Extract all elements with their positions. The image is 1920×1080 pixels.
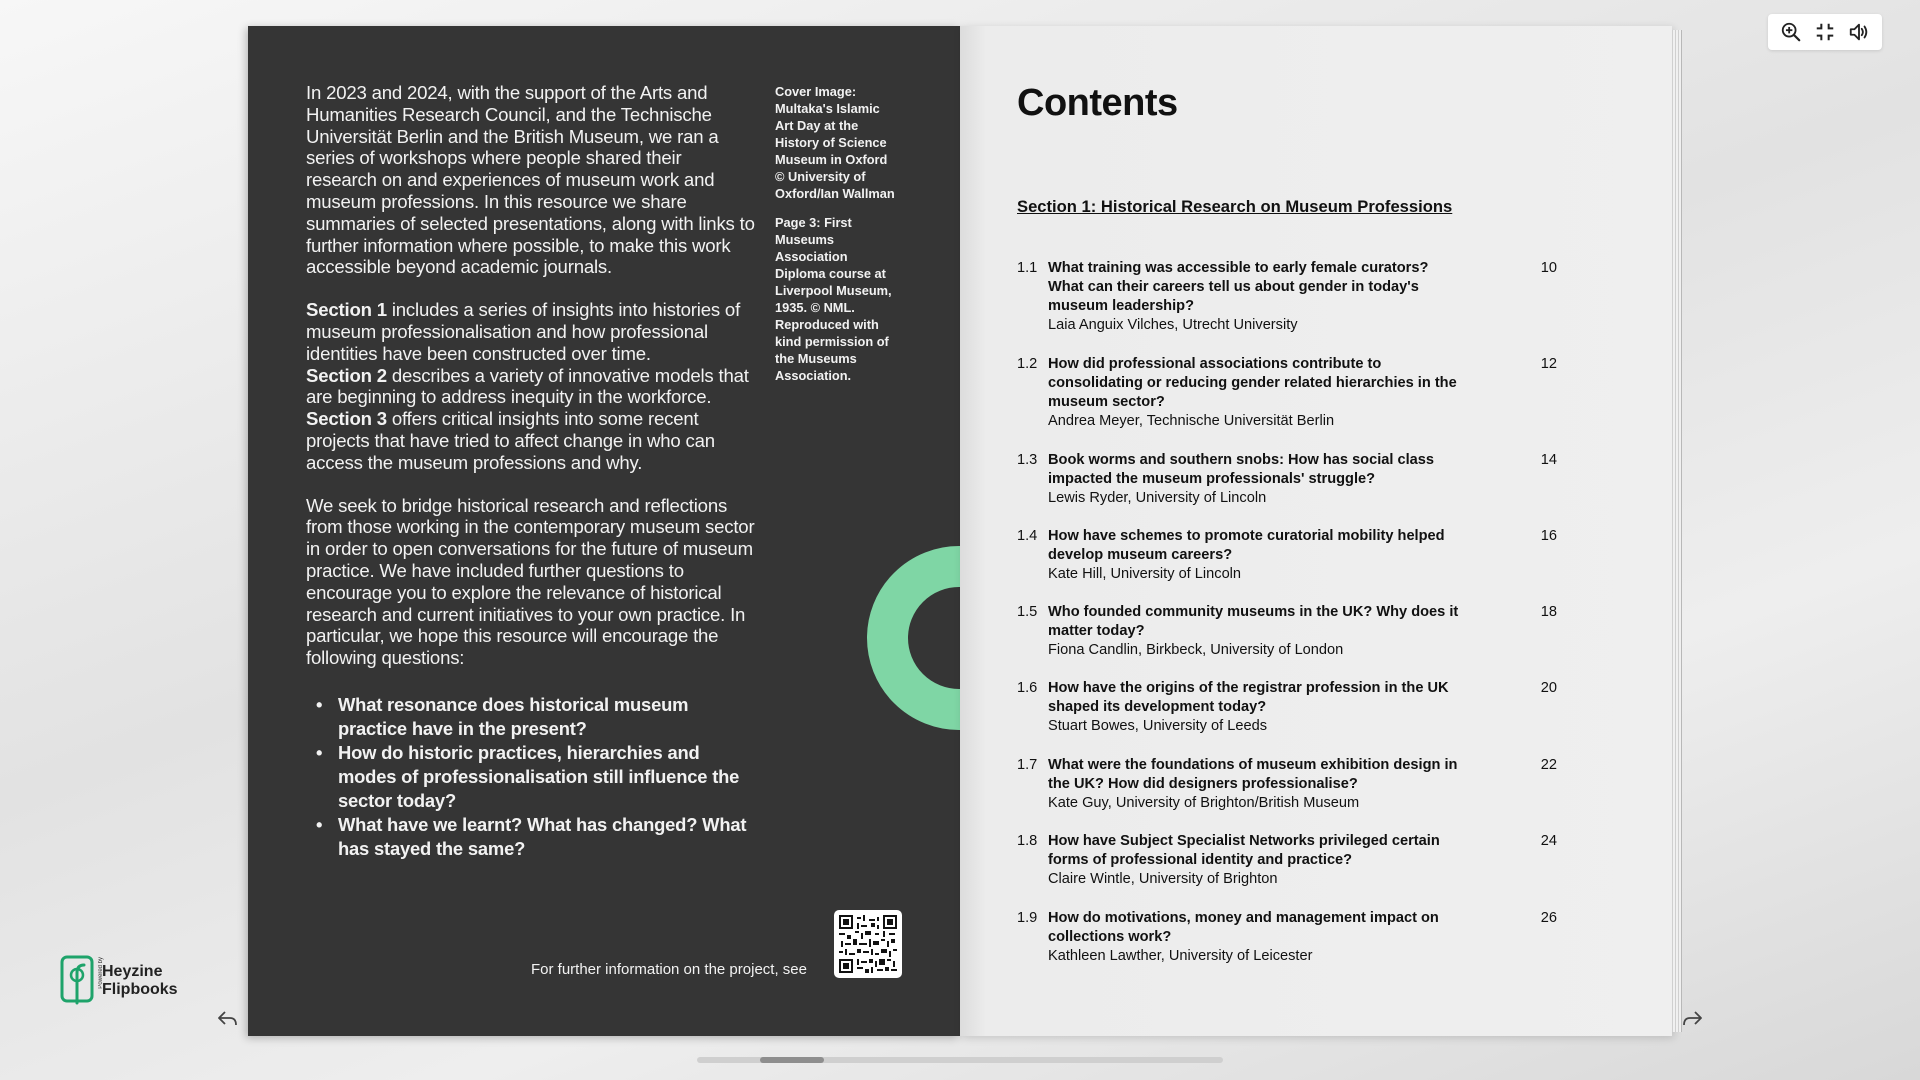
toc-author: Lewis Ryder, University of Lincoln xyxy=(1048,490,1267,506)
intro-paragraph: In 2023 and 2024, with the support of the Arts and Humanities Research Council, and the Technische Universität Berlin and the British Museum, we ran a series of workshops where people shared their research on and experiences of museum work and museum professions. In this resource we share summaries of selected presentations, along with links to further information where possible, to make this work accessible beyond academic journals. xyxy=(306,82,755,278)
section2-label: Section 2 xyxy=(306,364,387,386)
image-captions xyxy=(775,83,900,396)
left-page[interactable] xyxy=(248,26,960,1036)
zoom-in-icon xyxy=(1780,21,1802,43)
cover-caption: Cover Image: Multaka's Islamic Art Day at the History of Science Museum in Oxford © University of Oxford/Ian Wallman xyxy=(775,84,895,201)
toc-number: 1.5 xyxy=(1017,604,1038,620)
toc-page-number: 14 xyxy=(1540,452,1557,468)
right-page[interactable] xyxy=(960,26,1672,1036)
toc-question xyxy=(1048,259,1468,335)
logo-wordmark xyxy=(102,963,178,999)
fullscreen-button[interactable] xyxy=(1811,18,1839,46)
section3-label: Section 3 xyxy=(306,408,387,430)
toc-number: 1.2 xyxy=(1017,356,1038,372)
further-info-text: For further information on the project, see xyxy=(531,961,807,978)
toc-page-number: 10 xyxy=(1540,260,1557,276)
toc-question-text: How have the origins of the registrar profession in the UK shaped its development today? xyxy=(1048,680,1449,715)
toc-author: Kate Hill, University of Lincoln xyxy=(1048,566,1242,582)
toc-question-text: How have schemes to promote curatorial mobility helped develop museum careers? xyxy=(1048,528,1445,563)
toc-number: 1.4 xyxy=(1017,528,1038,544)
decorative-ring xyxy=(867,546,960,730)
page-stack-edge xyxy=(1672,30,1682,1032)
section2-text: describes a variety of innovative models that are beginning to address inequity in the workforce. xyxy=(306,364,749,408)
toc-page-number: 16 xyxy=(1540,528,1557,544)
toc-question xyxy=(1048,832,1468,889)
previous-page-button[interactable] xyxy=(214,1005,242,1033)
toc-question-text: How have Subject Specialist Networks privileged certain forms of professional identity and practice? xyxy=(1048,833,1440,868)
heyzine-logo[interactable] xyxy=(60,955,178,1007)
section1-label: Section 1 xyxy=(306,299,387,321)
zoom-in-button[interactable] xyxy=(1777,18,1805,46)
scrollbar-thumb[interactable] xyxy=(760,1057,824,1063)
logo-line1: Heyzine xyxy=(102,963,163,980)
toc-question-text: Book worms and southern snobs: How has social class impacted the museum professionals' struggle? xyxy=(1048,452,1435,487)
toc-question xyxy=(1048,355,1468,431)
toc-question-text: What were the foundations of museum exhibition design in the UK? How did designers professionalise? xyxy=(1048,757,1458,792)
toc-author: Kathleen Lawther, University of Leicester xyxy=(1048,948,1313,964)
sound-button[interactable] xyxy=(1845,18,1873,46)
next-page-button[interactable] xyxy=(1678,1005,1706,1033)
toc-author: Fiona Candlin, Birkbeck, University of London xyxy=(1048,642,1344,658)
toc-author: Claire Wintle, University of Brighton xyxy=(1048,871,1278,887)
section-heading-link[interactable]: Section 1: Historical Research on Museum Professions xyxy=(1017,197,1453,216)
toc-page-number: 22 xyxy=(1540,757,1557,773)
toc-number: 1.6 xyxy=(1017,680,1038,696)
exit-fullscreen-icon xyxy=(1814,21,1836,43)
toc-question-text: What training was accessible to early female curators? What can their careers tell us about gender in today's museum leadership? xyxy=(1048,260,1429,314)
arrow-right-icon xyxy=(1680,1008,1704,1030)
flipbook xyxy=(248,26,1688,1036)
contents-title: Contents xyxy=(1017,82,1178,124)
toc-page-number: 24 xyxy=(1540,833,1557,849)
toc-number: 1.7 xyxy=(1017,757,1038,773)
toc-question xyxy=(1048,527,1468,584)
questions-list xyxy=(306,693,756,861)
toc-question-text: Who founded community museums in the UK? Why does it matter today? xyxy=(1048,604,1459,639)
sound-icon xyxy=(1848,21,1870,43)
toc-page-number: 20 xyxy=(1540,680,1557,696)
toc-page-number: 12 xyxy=(1540,356,1557,372)
powered-by-label: Powered by xyxy=(98,957,104,989)
toc-author: Laia Anguix Vilches, Utrecht University xyxy=(1048,317,1298,333)
sections-paragraph xyxy=(306,299,756,473)
toc-author: Stuart Bowes, University of Leeds xyxy=(1048,718,1268,734)
toc-question xyxy=(1048,679,1468,736)
page3-caption: Page 3: First Museums Association Diploma course at Liverpool Museum, 1935. © NML. Reproduced with kind permission of the Museums Association. xyxy=(775,215,892,383)
toc-question xyxy=(1048,909,1468,966)
page-scrollbar[interactable] xyxy=(697,1057,1223,1063)
question-item: • What have we learnt? What has changed? What has stayed the same? xyxy=(306,813,756,861)
question-item: • What resonance does historical museum practice have in the present? xyxy=(306,693,756,741)
section1-text: includes a series of insights into histories of museum professionalisation and how professional identities have been constructed over time. xyxy=(306,299,741,364)
viewer-toolbar xyxy=(1768,14,1882,50)
intro-text-block xyxy=(306,82,756,861)
qr-code[interactable] xyxy=(834,910,902,978)
toc-page-number: 26 xyxy=(1540,910,1557,926)
logo-line2: Flipbooks xyxy=(102,981,178,998)
toc-question-text: How do motivations, money and management impact on collections work? xyxy=(1048,910,1439,945)
section3-text: offers critical insights into some recent projects that have tried to affect change in who can access the museum professions and why. xyxy=(306,408,715,473)
qr-code-icon xyxy=(839,915,897,973)
bridge-paragraph: We seek to bridge historical research and reflections from those working in the contemporary museum sector in order to open conversations for the future of museum practice. We have included further questions to encourage you to explore the relevance of historical research and current initiatives to your own practice. In particular, we hope this resource will encourage the following questions: xyxy=(306,494,755,669)
toc-question xyxy=(1048,603,1468,660)
toc-page-number: 18 xyxy=(1540,604,1557,620)
toc-question xyxy=(1048,451,1468,508)
toc-author: Kate Guy, University of Brighton/British Museum xyxy=(1048,795,1360,811)
arrow-left-icon xyxy=(216,1008,240,1030)
toc-number: 1.8 xyxy=(1017,833,1038,849)
toc-question xyxy=(1048,756,1468,813)
toc-number: 1.1 xyxy=(1017,260,1038,276)
toc-number: 1.3 xyxy=(1017,452,1038,468)
question-item: • How do historic practices, hierarchies and modes of professionalisation still influence the sector today? xyxy=(306,741,756,813)
toc-question-text: How did professional associations contribute to consolidating or reducing gender related hierarchies in the museum sector? xyxy=(1048,356,1457,410)
heyzine-logo-icon xyxy=(60,955,96,1007)
toc-number: 1.9 xyxy=(1017,910,1038,926)
toc-author: Andrea Meyer, Technische Universität Berlin xyxy=(1048,413,1335,429)
